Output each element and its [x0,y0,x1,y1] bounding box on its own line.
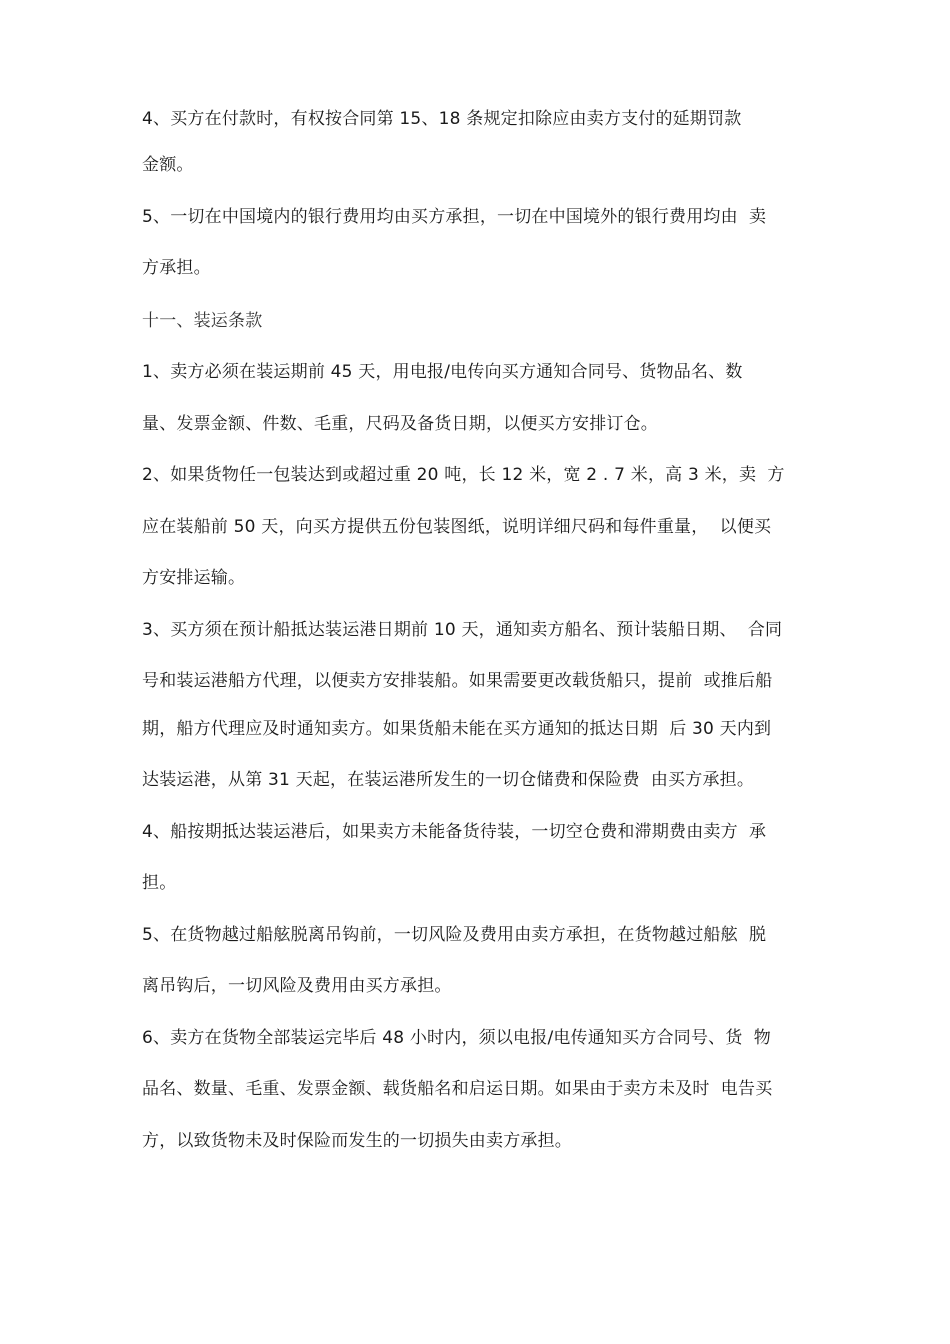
text-line: 4、船按期抵达装运港后，如果卖方未能备货待装，一切空仓费和滞期费由卖方 承 [142,822,767,842]
text-line: 担。 [142,873,177,893]
text-line: 方，以致货物未及时保险而发生的一切损失由卖方承担。 [142,1131,572,1151]
text-line: 品名、数量、毛重、发票金额、载货船名和启运日期。如果由于卖方未及时 电告买 [142,1079,773,1099]
text-line: 1、卖方必须在装运期前 45 天，用电报/电传向买方通知合同号、货物品名、数 [142,362,743,382]
text-line: 应在装船前 50 天，向买方提供五份包装图纸，说明详细尺码和每件重量， 以便买 [142,517,772,537]
text-line: 量、发票金额、件数、毛重，尺码及备货日期，以便买方安排订仓。 [142,414,658,434]
text-line: 4、买方在付款时，有权按合同第 15、18 条规定扣除应由卖方支付的延期罚款 [142,109,742,129]
section-heading: 十一、装运条款 [142,311,263,331]
text-line: 6、卖方在货物全部装运完毕后 48 小时内，须以电报/电传通知买方合同号、货 物 [142,1028,771,1048]
text-line: 方安排运输。 [142,568,246,588]
text-line: 金额。 [142,155,194,175]
text-line: 期，船方代理应及时通知卖方。如果货船未能在买方通知的抵达日期 后 30 天内到 [142,719,772,739]
text-line: 达装运港，从第 31 天起，在装运港所发生的一切仓储费和保险费 由买方承担。 [142,770,755,790]
text-line: 2、如果货物任一包装达到或超过重 20 吨，长 12 米，宽 2 . 7 米，高 3 米，卖 方 [142,465,785,485]
text-line: 方承担。 [142,258,211,278]
text-line: 3、买方须在预计船抵达装运港日期前 10 天，通知卖方船名、预计装船日期、 合同 [142,620,783,640]
text-line: 号和装运港船方代理，以便卖方安排装船。如果需要更改载货船只，提前 或推后船 [142,671,773,691]
text-line: 5、一切在中国境内的银行费用均由买方承担，一切在中国境外的银行费用均由 卖 [142,207,767,227]
text-line: 5、在货物越过船舷脱离吊钩前，一切风险及费用由卖方承担，在货物越过船舷 脱 [142,925,767,945]
text-line: 离吊钩后，一切风险及费用由买方承担。 [142,976,452,996]
